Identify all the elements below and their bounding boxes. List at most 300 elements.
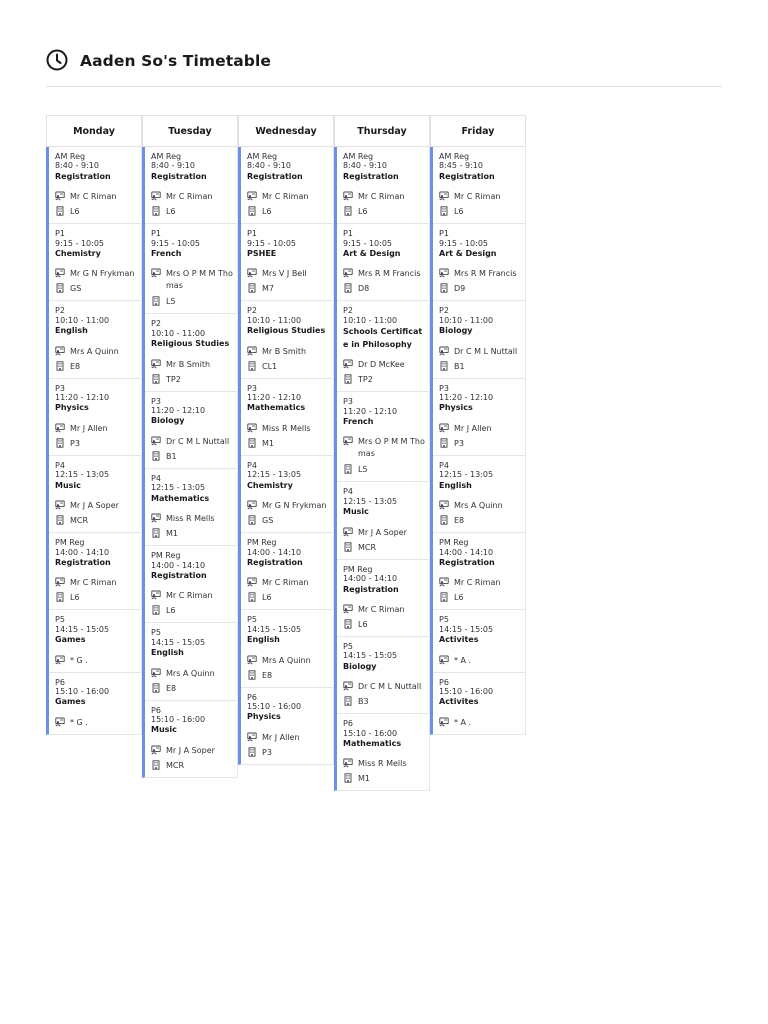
room-icon (343, 374, 353, 384)
day-header: Wednesday (238, 115, 334, 147)
teacher-name: Miss R Mells (262, 423, 311, 433)
lesson-card[interactable] (337, 560, 429, 637)
lesson-subject: Registration (151, 570, 207, 580)
lesson-card[interactable] (337, 224, 429, 301)
lesson-subject: French (151, 249, 182, 259)
teacher-name: Dr C M L Nuttall (166, 436, 230, 446)
teacher-icon (151, 359, 161, 369)
lesson-room (343, 464, 426, 475)
teacher-icon (151, 191, 161, 201)
room-icon (55, 438, 65, 448)
lesson-subject: Games (55, 635, 86, 645)
room-icon (55, 515, 65, 525)
lesson-subject: Religious Studies (247, 326, 326, 336)
teacher-name: Mr C Riman (262, 578, 309, 588)
lesson-time: 8:40 - 9:10 (343, 161, 387, 171)
lesson-card[interactable] (49, 301, 141, 378)
lesson-period: P1 (151, 229, 161, 239)
lesson-time: 10:10 - 11:00 (55, 315, 110, 325)
room-name: M1 (262, 438, 274, 448)
lesson-time: 14:00 - 14:10 (247, 547, 302, 557)
lesson-subject: Registration (343, 584, 399, 594)
room-name: E8 (262, 670, 273, 680)
room-name: D9 (454, 284, 466, 294)
day-lessons (430, 147, 526, 735)
room-name: TP2 (358, 375, 373, 385)
lesson-time: 15:10 - 16:00 (343, 728, 398, 738)
lesson-subject: Music (343, 507, 369, 517)
lesson-card[interactable] (241, 533, 333, 610)
room-name: MCR (166, 760, 185, 770)
lesson-time: 10:10 - 11:00 (247, 315, 302, 325)
lesson-card[interactable] (433, 379, 525, 456)
lesson-subject: PSHEE (247, 249, 277, 259)
lesson-room (55, 515, 138, 526)
room-icon (439, 515, 449, 525)
lesson-subject: English (439, 480, 472, 490)
lesson-card[interactable] (145, 314, 237, 391)
lesson-period: P2 (151, 319, 161, 329)
teacher-name: Mr C Riman (262, 192, 309, 202)
room-icon (343, 283, 353, 293)
lesson-teacher (55, 346, 138, 357)
lesson-time: 9:15 - 10:05 (439, 238, 488, 248)
teacher-icon (55, 191, 65, 201)
teacher-icon (55, 268, 65, 278)
lesson-card[interactable] (433, 533, 525, 610)
teacher-name: Mrs R M Francis (454, 269, 517, 279)
teacher-icon (343, 758, 353, 768)
room-name: L6 (454, 207, 464, 217)
room-icon (55, 361, 65, 371)
teacher-name: Mr C Riman (454, 192, 501, 202)
teacher-name: Mr J A Soper (166, 745, 215, 755)
teacher-icon (247, 655, 257, 665)
lesson-card[interactable] (241, 610, 333, 687)
lesson-period: P6 (439, 677, 449, 687)
lesson-teacher (55, 500, 138, 511)
room-name: L6 (262, 593, 272, 603)
teacher-name: * G . (70, 655, 88, 665)
room-icon (343, 696, 353, 706)
lesson-room (439, 438, 522, 449)
teacher-name: Mr C Riman (358, 192, 405, 202)
lesson-room (343, 619, 426, 630)
teacher-icon (151, 590, 161, 600)
lesson-subject: Religious Studies (151, 339, 230, 349)
lesson-subject: Music (55, 480, 81, 490)
lesson-card[interactable] (49, 610, 141, 672)
teacher-name: Dr C M L Nuttall (454, 346, 518, 356)
lesson-teacher (55, 423, 138, 434)
room-name: M1 (166, 529, 178, 539)
lesson-time: 14:15 - 15:05 (343, 651, 398, 661)
lesson-time: 10:10 - 11:00 (439, 315, 494, 325)
lesson-card[interactable] (433, 147, 525, 224)
room-icon (247, 592, 257, 602)
lesson-teacher (247, 500, 330, 511)
lesson-room (343, 206, 426, 217)
room-icon (343, 773, 353, 783)
teacher-icon (247, 268, 257, 278)
teacher-icon (151, 668, 161, 678)
lesson-card[interactable] (337, 147, 429, 224)
teacher-icon (151, 745, 161, 755)
lesson-room (439, 515, 522, 526)
lesson-card[interactable] (337, 637, 429, 714)
teacher-icon (55, 423, 65, 433)
lesson-card[interactable] (145, 147, 237, 224)
day-header: Thursday (334, 115, 430, 147)
lesson-subject: Registration (439, 557, 495, 567)
room-icon (343, 464, 353, 474)
lesson-subject: French (343, 417, 374, 427)
lesson-teacher (343, 681, 426, 692)
lesson-time: 8:40 - 9:10 (247, 161, 291, 171)
lesson-teacher (55, 655, 138, 666)
teacher-icon (343, 268, 353, 278)
lesson-subject: English (247, 635, 280, 645)
lesson-teacher (343, 268, 426, 279)
lesson-room (151, 451, 234, 462)
lesson-subject: English (151, 648, 184, 658)
teacher-name: Mr B Smith (166, 359, 211, 369)
lesson-teacher (247, 268, 330, 279)
lesson-time: 9:15 - 10:05 (151, 238, 200, 248)
teacher-name: Mr B Smith (262, 346, 307, 356)
lesson-card[interactable] (433, 456, 525, 533)
lesson-teacher (55, 268, 138, 279)
lesson-room (343, 773, 426, 784)
lesson-card[interactable] (145, 392, 237, 469)
room-icon (247, 670, 257, 680)
lesson-room (151, 206, 234, 217)
room-name: B3 (358, 697, 369, 707)
lesson-period: P4 (343, 487, 353, 497)
teacher-name: Mrs A Quinn (70, 346, 119, 356)
lesson-subject: Chemistry (247, 480, 293, 490)
lesson-time: 14:15 - 15:05 (151, 637, 206, 647)
teacher-icon (151, 513, 161, 523)
lesson-card[interactable] (145, 224, 237, 314)
lesson-time: 14:00 - 14:10 (343, 574, 398, 584)
lesson-time: 12:15 - 13:05 (439, 470, 494, 480)
lesson-period: P2 (247, 306, 257, 316)
lesson-teacher (343, 604, 426, 615)
room-icon (439, 206, 449, 216)
teacher-name: Mr J A Soper (70, 501, 119, 511)
day-lessons (334, 147, 430, 791)
lesson-room (343, 283, 426, 294)
lesson-period: P5 (439, 615, 449, 625)
lesson-time: 14:15 - 15:05 (247, 624, 302, 634)
teacher-icon (343, 191, 353, 201)
lesson-teacher (247, 423, 330, 434)
room-icon (151, 528, 161, 538)
lesson-card[interactable] (337, 392, 429, 482)
lesson-teacher (247, 732, 330, 743)
teacher-icon (439, 717, 449, 727)
lesson-period: P3 (439, 383, 449, 393)
teacher-icon (55, 500, 65, 510)
lesson-time: 10:10 - 11:00 (151, 328, 206, 338)
room-name: L6 (70, 207, 80, 217)
lesson-time: 15:10 - 16:00 (151, 714, 206, 724)
room-name: MCR (70, 516, 89, 526)
lesson-card[interactable] (433, 224, 525, 301)
lesson-time: 9:15 - 10:05 (343, 238, 392, 248)
lesson-teacher (343, 436, 426, 460)
lesson-subject: Chemistry (55, 249, 101, 259)
lesson-teacher (247, 577, 330, 588)
lesson-period: P4 (55, 460, 65, 470)
teacher-name: Dr D McKee (358, 360, 405, 370)
day-lessons (46, 147, 142, 735)
room-icon (55, 592, 65, 602)
teacher-name: * A . (454, 717, 472, 727)
lesson-period: P1 (439, 229, 449, 239)
lesson-time: 9:15 - 10:05 (247, 238, 296, 248)
teacher-name: * G . (70, 717, 88, 727)
lesson-teacher (439, 423, 522, 434)
lesson-card[interactable] (433, 301, 525, 378)
lesson-teacher (55, 191, 138, 202)
room-name: L6 (454, 593, 464, 603)
teacher-name: Mr J A Soper (358, 527, 407, 537)
lesson-period: P2 (439, 306, 449, 316)
teacher-icon (247, 346, 257, 356)
room-icon (247, 361, 257, 371)
teacher-name: Mrs A Quinn (454, 501, 503, 511)
room-name: L6 (166, 606, 176, 616)
clock-icon (46, 49, 68, 71)
lesson-card[interactable] (49, 673, 141, 734)
room-name: GS (262, 516, 274, 526)
lesson-room (55, 361, 138, 372)
lesson-subject: Registration (247, 171, 303, 181)
lesson-card[interactable] (145, 623, 237, 700)
room-icon (247, 283, 257, 293)
lesson-period: AM Reg (439, 152, 470, 161)
teacher-name: Mrs O P M M Thomas (166, 269, 233, 291)
lesson-card[interactable] (241, 456, 333, 533)
teacher-name: Mrs A Quinn (262, 655, 311, 665)
room-name: P3 (70, 438, 80, 448)
teacher-icon (343, 681, 353, 691)
teacher-name: Miss R Mells (166, 514, 215, 524)
lesson-teacher (439, 717, 522, 728)
lesson-time: 10:10 - 11:00 (343, 315, 398, 325)
lesson-period: P5 (55, 615, 65, 625)
lesson-period: P6 (343, 719, 353, 729)
lesson-card[interactable] (145, 546, 237, 623)
lesson-room (247, 670, 330, 681)
lesson-room (247, 747, 330, 758)
room-name: L6 (166, 207, 176, 217)
lesson-room (439, 206, 522, 217)
lesson-subject: Art & Design (439, 249, 497, 259)
lesson-card[interactable] (337, 482, 429, 559)
lesson-teacher (151, 268, 234, 292)
lesson-card[interactable] (145, 469, 237, 546)
teacher-name: Dr C M L Nuttall (358, 682, 422, 692)
teacher-icon (151, 268, 161, 278)
room-name: CL1 (262, 361, 278, 371)
teacher-name: Mr C Riman (70, 578, 117, 588)
teacher-name: Mrs V J Bell (262, 269, 307, 279)
lesson-time: 14:00 - 14:10 (439, 547, 494, 557)
lesson-subject: Physics (55, 403, 89, 413)
lesson-card[interactable] (241, 147, 333, 224)
lesson-card[interactable] (241, 688, 333, 764)
lesson-teacher (343, 359, 426, 370)
teacher-icon (247, 423, 257, 433)
room-icon (151, 605, 161, 615)
teacher-icon (439, 423, 449, 433)
day-column-wednesday (238, 115, 334, 765)
lesson-room (151, 683, 234, 694)
day-column-monday (46, 115, 142, 735)
room-icon (247, 747, 257, 757)
room-name: L6 (70, 593, 80, 603)
teacher-name: Miss R Mells (358, 759, 407, 769)
lesson-subject: English (55, 326, 88, 336)
lesson-subject: Mathematics (343, 738, 402, 748)
room-icon (151, 296, 161, 306)
lesson-card[interactable] (433, 610, 525, 672)
room-name: B1 (166, 451, 177, 461)
lesson-teacher (439, 346, 522, 357)
lesson-room (343, 542, 426, 553)
lesson-teacher (439, 191, 522, 202)
day-column-thursday (334, 115, 430, 791)
lesson-subject: Activites (439, 697, 479, 707)
teacher-name: Mr J Allen (454, 423, 492, 433)
lesson-subject: Registration (247, 557, 303, 567)
lesson-teacher (151, 513, 234, 524)
lesson-time: 11:20 - 12:10 (343, 406, 398, 416)
lesson-period: PM Reg (439, 538, 469, 548)
lesson-teacher (439, 500, 522, 511)
lesson-teacher (343, 527, 426, 538)
teacher-icon (151, 436, 161, 446)
lesson-teacher (151, 668, 234, 679)
room-name: MCR (358, 542, 377, 552)
teacher-name: * A . (454, 655, 472, 665)
lesson-card[interactable] (49, 456, 141, 533)
day-header: Tuesday (142, 115, 238, 147)
lesson-time: 12:15 - 13:05 (55, 470, 110, 480)
lesson-card[interactable] (241, 301, 333, 378)
lesson-period: P4 (247, 460, 257, 470)
lesson-subject: Biology (151, 416, 185, 426)
teacher-icon (55, 655, 65, 665)
page-title: Aaden So's Timetable (80, 52, 272, 70)
lesson-subject: Registration (55, 557, 111, 567)
teacher-icon (55, 577, 65, 587)
lesson-room (247, 515, 330, 526)
day-lessons (238, 147, 334, 765)
lesson-room (151, 528, 234, 539)
teacher-icon (439, 268, 449, 278)
lesson-time: 11:20 - 12:10 (151, 406, 206, 416)
room-icon (55, 283, 65, 293)
room-icon (439, 592, 449, 602)
teacher-name: Mr C Riman (70, 192, 117, 202)
room-icon (439, 283, 449, 293)
lesson-period: AM Reg (151, 152, 182, 161)
room-icon (439, 361, 449, 371)
lesson-period: P6 (151, 705, 161, 715)
lesson-card[interactable] (49, 533, 141, 610)
lesson-subject: Mathematics (247, 403, 306, 413)
lesson-card[interactable] (145, 701, 237, 777)
teacher-icon (343, 436, 353, 446)
lesson-subject: Schools Certificate in Philosophy (343, 327, 423, 350)
room-name: E8 (166, 683, 177, 693)
lesson-card[interactable] (49, 147, 141, 224)
lesson-subject: Art & Design (343, 249, 401, 259)
lesson-card[interactable] (49, 224, 141, 301)
lesson-time: 8:40 - 9:10 (55, 161, 99, 171)
room-name: M1 (358, 774, 370, 784)
lesson-period: AM Reg (343, 152, 374, 161)
room-icon (247, 438, 257, 448)
teacher-name: Mr C Riman (166, 591, 213, 601)
lesson-time: 11:20 - 12:10 (247, 393, 302, 403)
lesson-card[interactable] (241, 224, 333, 301)
lesson-teacher (343, 758, 426, 769)
lesson-room (55, 438, 138, 449)
lesson-room (151, 760, 234, 771)
room-icon (247, 515, 257, 525)
lesson-card[interactable] (433, 673, 525, 734)
room-name: TP2 (166, 374, 181, 384)
lesson-subject: Music (151, 725, 177, 735)
lesson-teacher (247, 655, 330, 666)
lesson-subject: Activites (439, 635, 479, 645)
teacher-name: Mr G N Frykman (70, 269, 135, 279)
lesson-subject: Physics (247, 712, 281, 722)
lesson-teacher (343, 191, 426, 202)
teacher-icon (343, 604, 353, 614)
lesson-time: 15:10 - 16:00 (55, 686, 110, 696)
lesson-teacher (151, 359, 234, 370)
teacher-icon (439, 500, 449, 510)
lesson-card[interactable] (337, 301, 429, 392)
room-icon (247, 206, 257, 216)
room-name: E8 (454, 516, 465, 526)
room-icon (343, 206, 353, 216)
lesson-room (343, 696, 426, 707)
lesson-teacher (439, 655, 522, 666)
lesson-subject: Registration (439, 171, 495, 181)
lesson-card[interactable] (49, 379, 141, 456)
room-icon (151, 206, 161, 216)
lesson-period: AM Reg (247, 152, 278, 161)
lesson-card[interactable] (337, 714, 429, 790)
lesson-room (247, 438, 330, 449)
teacher-icon (247, 732, 257, 742)
room-name: D8 (358, 284, 370, 294)
day-header: Monday (46, 115, 142, 147)
teacher-icon (439, 577, 449, 587)
room-icon (151, 760, 161, 770)
teacher-name: Mr J Allen (262, 732, 300, 742)
lesson-subject: Registration (55, 171, 111, 181)
lesson-room (55, 206, 138, 217)
lesson-card[interactable] (241, 379, 333, 456)
